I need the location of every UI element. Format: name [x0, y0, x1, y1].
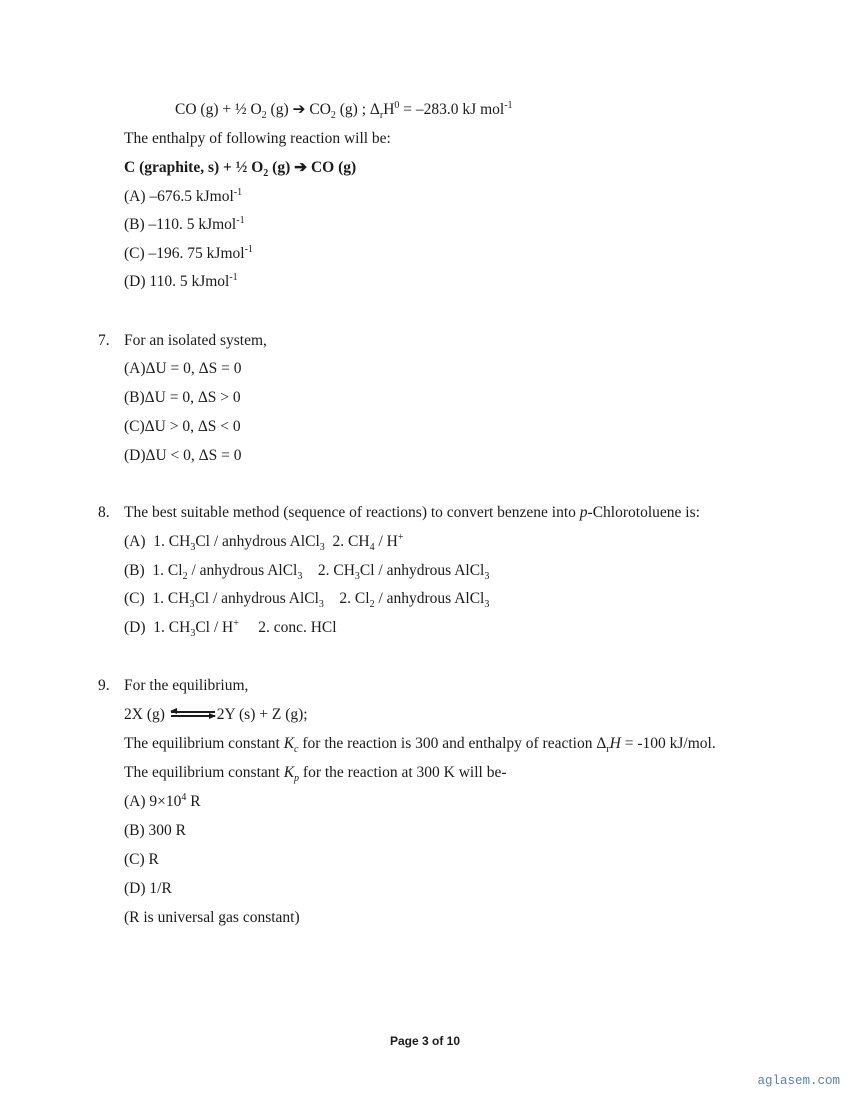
q9-number: 9. — [98, 677, 110, 694]
q8-number: 8. — [98, 504, 110, 521]
page-number: Page 3 of 10 — [389, 1034, 461, 1048]
given-equation: CO (g) + ½ $O_2$ (g) ➔ $CO_2$ (g) ; $\Delta_rH^0 = -283.0$ kJ mol$^{-1}$ — [175, 99, 513, 122]
q9-note: (R is universal gas constant) — [124, 909, 300, 926]
q9-line1: The equilibrium constant $K_c$ for the reaction is 300 and enthalpy of reaction $\Delta_rH = -100$ kJ/mol. — [124, 735, 716, 756]
q8-option-a: (A) 1. $CH_3Cl$ / anhydrous AlCl$_3$ 2. $CH_4 / H^+$ — [124, 531, 404, 554]
q8-option-c: (C) 1. $CH_3Cl$ / anhydrous AlCl$_3$ 2. $Cl_2$ / anhydrous AlCl$_3$ — [124, 590, 490, 611]
q9-option-a: (A) $9\times 10^4$ R — [124, 791, 201, 810]
q7-option-d: (D)ΔU < 0, ΔS = 0 — [124, 447, 242, 464]
q8-option-b: (B) 1. $Cl_2$ / anhydrous AlCl$_3$ 2. $CH_3Cl$ / anhydrous AlCl$_3$ — [124, 562, 490, 583]
q9-option-b: (B) 300 R — [124, 822, 186, 839]
q7-number: 7. — [98, 332, 110, 349]
q9-option-c: (C) R — [124, 851, 159, 868]
q7-option-b: (B)ΔU = 0, ΔS > 0 — [124, 389, 241, 406]
q9-equation: 2X (g) 2Y (s) + Z (g); — [124, 706, 308, 723]
q6-option-d: (D) 110. 5 kJmol$^{-1}$ — [124, 271, 238, 290]
q9-option-d: (D) 1/R — [124, 880, 172, 897]
q7-option-a: (A)ΔU = 0, ΔS = 0 — [124, 360, 242, 377]
q8-option-d: (D) 1. $CH_3Cl / H^+$ 2. conc. HCl — [124, 617, 337, 640]
q6-reaction: C (graphite, s) + ½ $O_2$ (g) ➔ CO (g) — [124, 159, 357, 180]
q8-stem: The best suitable method (sequence of reactions) to convert benzene into p-Chlorotoluene is: — [124, 504, 700, 521]
q6-stem: The enthalpy of following reaction will be: — [124, 130, 391, 147]
q7-stem: For an isolated system, — [124, 332, 267, 349]
q6-option-a: (A) –676.5 kJmol$^{-1}$ — [124, 186, 243, 205]
q6-option-b: (B) –110. 5 kJmol$^{-1}$ — [124, 214, 245, 233]
q7-option-c: (C)ΔU > 0, ΔS < 0 — [124, 418, 241, 435]
q9-line2: The equilibrium constant $K_p$ for the reaction at 300 K will be- — [124, 764, 507, 785]
watermark: aglasem.com — [757, 1074, 840, 1088]
q9-stem: For the equilibrium, — [124, 677, 249, 694]
equilibrium-arrow-icon — [171, 710, 215, 720]
q6-option-c: (C) –196. 75 kJmol$^{-1}$ — [124, 243, 253, 262]
